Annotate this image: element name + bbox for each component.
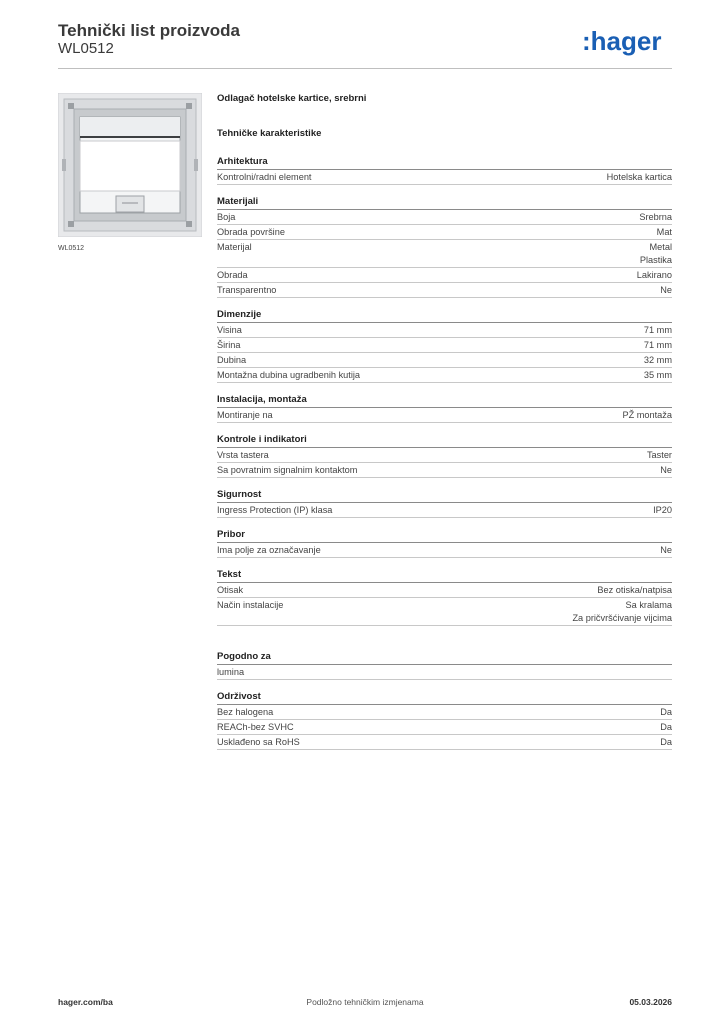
spec-value-line: Plastika [639, 255, 672, 265]
spec-value-line: Ne [660, 465, 672, 475]
spec-label: Visina [217, 325, 242, 335]
spec-value-line: Sa kralama [625, 600, 672, 610]
spec-value-line: 35 mm [643, 370, 672, 380]
spec-row [217, 735, 672, 750]
spec-label: Obrada površine [217, 227, 285, 237]
spec-row [217, 338, 672, 353]
spec-row [217, 503, 672, 518]
spec-row [217, 705, 672, 720]
spec-value-line: Da [660, 707, 672, 717]
footer-date: 05.03.2026 [629, 997, 672, 1007]
spec-label: Obrada [217, 270, 248, 280]
spec-value-line: 32 mm [643, 355, 672, 365]
spec-value [644, 324, 672, 337]
spec-label: Kontrolni/radni element [217, 172, 312, 182]
section-heading: Materijali [217, 195, 672, 210]
logo-text: :hager [582, 27, 662, 56]
spec-value [660, 706, 672, 719]
spec-value [622, 409, 672, 422]
spec-row [217, 665, 672, 680]
spec-row [217, 210, 672, 225]
spec-value [660, 544, 672, 557]
spec-value [660, 721, 672, 734]
hager-logo [582, 27, 672, 57]
spec-value [657, 226, 672, 239]
spec-value-line: Srebrna [639, 212, 672, 222]
spec-label: Ingress Protection (IP) klasa [217, 505, 333, 515]
spec-label: Sa povratnim signalnim kontaktom [217, 465, 358, 475]
spec-value [647, 449, 672, 462]
spec-value-line: Mat [656, 227, 672, 237]
product-image [58, 93, 202, 237]
image-caption: WL0512 [58, 245, 85, 252]
footer-website: hager.com/ba [58, 997, 113, 1007]
section-heading: Pribor [217, 528, 672, 543]
spec-label: Vrsta tastera [217, 450, 269, 460]
spec-label: Materijal [217, 242, 252, 252]
product-name: Odlagač hotelske kartice, srebrni [217, 93, 367, 104]
section-heading: Arhitektura [217, 155, 672, 170]
spec-row [217, 368, 672, 383]
spec-section [217, 488, 672, 518]
spec-value-line: Bez otiska/natpisa [597, 585, 672, 595]
spec-section [217, 393, 672, 423]
spec-row [217, 448, 672, 463]
spec-row [217, 463, 672, 478]
spec-value [639, 211, 672, 224]
spec-sheet [217, 92, 672, 760]
spec-row [217, 240, 672, 268]
spec-label: Transparentno [217, 285, 277, 295]
spec-section [217, 568, 672, 626]
spec-value [644, 354, 672, 367]
spec-label: REACh-bez SVHC [217, 722, 294, 732]
spec-sections [217, 155, 672, 750]
header-divider [58, 68, 672, 69]
spec-label: lumina [217, 667, 245, 677]
spec-label: Montiranje na [217, 410, 273, 420]
spec-value [660, 464, 672, 477]
spec-value-line: Metal [649, 242, 672, 252]
spec-label: Ima polje za označavanje [217, 545, 321, 555]
spec-value-line: Da [660, 722, 672, 732]
spec-value-line: Hotelska kartica [606, 172, 672, 182]
spec-row [217, 323, 672, 338]
spec-section [217, 690, 672, 750]
spec-label: Otisak [217, 585, 244, 595]
spec-label: Dubina [217, 355, 247, 365]
spec-label: Bez halogena [217, 707, 274, 717]
spec-section [217, 155, 672, 185]
spec-section [217, 433, 672, 478]
footer-note: Podložno tehničkim izmjenama [306, 997, 424, 1007]
spec-value [644, 369, 672, 382]
spec-value [653, 504, 672, 517]
spec-row [217, 283, 672, 298]
spec-row [217, 170, 672, 185]
section-heading: Instalacija, montaža [217, 393, 672, 408]
spec-value-line: Za pričvršćivanje vijcima [572, 613, 672, 623]
spec-value-line: PŽ montaža [622, 410, 672, 420]
spec-value-line: Da [660, 737, 672, 747]
spec-row [217, 225, 672, 240]
spec-value [660, 284, 672, 297]
spec-value-line: 71 mm [643, 325, 672, 335]
product-code: WL0512 [58, 40, 114, 57]
spec-value-line: Ne [660, 285, 672, 295]
section-heading: Tekst [217, 568, 672, 583]
spec-row [217, 598, 672, 626]
spec-section [217, 650, 672, 680]
section-heading: Dimenzije [217, 308, 672, 323]
spec-value-line: IP20 [653, 505, 672, 515]
spec-label: Boja [217, 212, 236, 222]
spec-value-line: 71 mm [643, 340, 672, 350]
section-heading: Pogodno za [217, 650, 672, 665]
spec-row [217, 408, 672, 423]
spec-row [217, 353, 672, 368]
section-heading: Održivost [217, 690, 672, 705]
spec-row [217, 583, 672, 598]
spec-value-line: Ne [660, 545, 672, 555]
spec-section [217, 308, 672, 383]
section-heading: Kontrole i indikatori [217, 433, 672, 448]
spec-row [217, 268, 672, 283]
spec-value [644, 339, 672, 352]
spec-value [640, 241, 672, 267]
spec-value [597, 584, 672, 597]
spec-value-line: Lakirano [636, 270, 672, 280]
spec-row [217, 720, 672, 735]
spec-label: Širina [217, 340, 241, 350]
spec-label: Način instalacije [217, 600, 284, 610]
spec-value-line: Taster [646, 450, 672, 460]
spec-value [572, 599, 672, 625]
spec-label: Usklađeno sa RoHS [217, 737, 300, 747]
spec-value [637, 269, 672, 282]
spec-section [217, 528, 672, 558]
tech-characteristics-heading: Tehničke karakteristike [217, 128, 322, 139]
spec-value [660, 736, 672, 749]
section-heading: Sigurnost [217, 488, 672, 503]
spec-value [607, 171, 672, 184]
spec-label: Montažna dubina ugradbenih kutija [217, 370, 361, 380]
spec-row [217, 543, 672, 558]
spec-section [217, 195, 672, 298]
document-title: Tehnički list proizvoda [58, 21, 240, 40]
